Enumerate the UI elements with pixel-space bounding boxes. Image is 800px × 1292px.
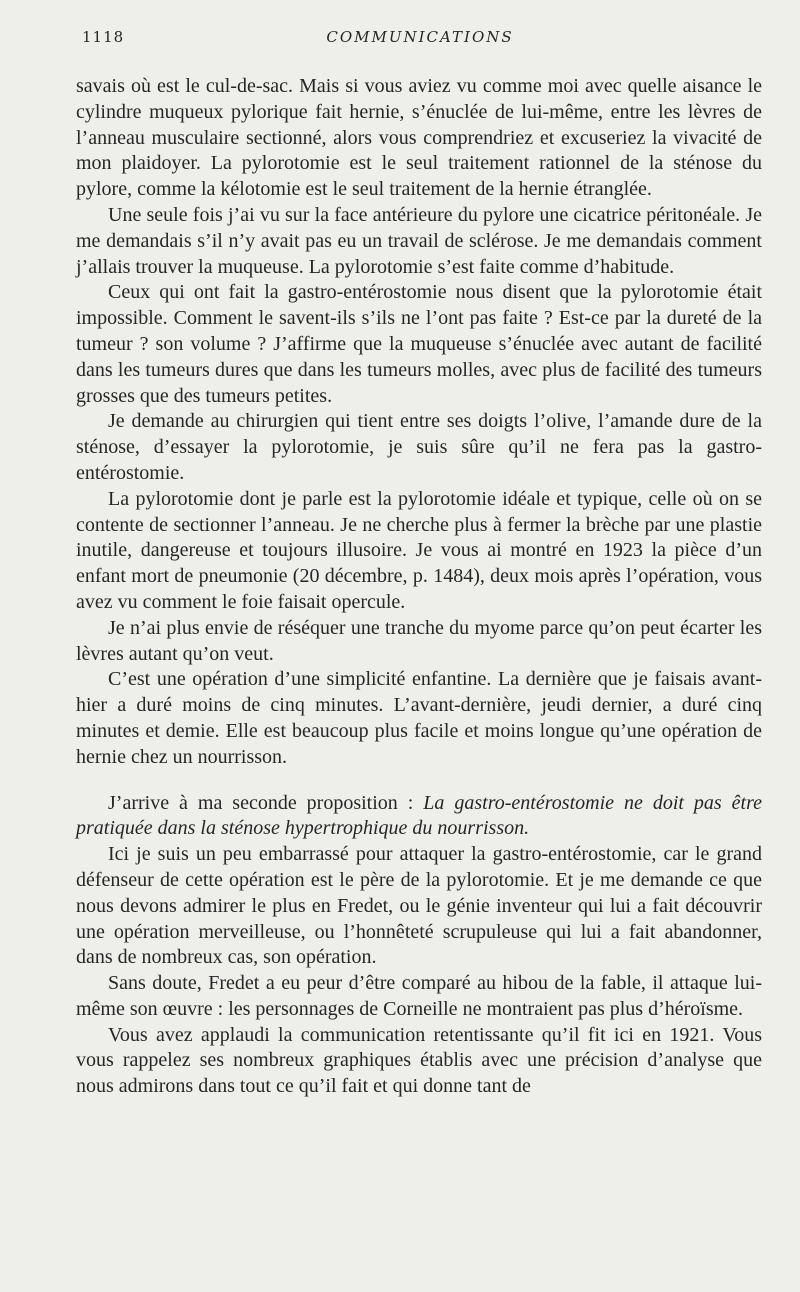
paragraph: Ceux qui ont fait la gastro-entérostomie nous disent que la pylorotomie était impossible. Comment le savent-ils s’ils ne l’ont pas faite ? Est-ce par la dureté de la tumeur ? son volume ? J’affirme que la muqueuse s’énuclée avec autant de facilité dans les tumeurs dures que dans les tumeurs molles, avec plus de facilité des tumeurs grosses que des tumeurs petites.	[76, 281, 762, 407]
paragraph: Vous avez applaudi la communication retentissante qu’il fit ici en 1921. Vous vous rappelez ses nombreux graphiques établis avec une précision d’analyse que nous admirons dans tout ce qu’il fait et qui donne tant de	[76, 1023, 762, 1098]
body-text	[76, 74, 762, 1100]
proposition-intro: J’arrive à ma seconde proposition :	[108, 791, 424, 814]
paragraph: Une seule fois j’ai vu sur la face antérieure du pylore une cicatrice péritonéale. Je me demandais s’il n’y avait pas eu un travail de sclérose. Je me demandais comment j’allais trouver la muqueuse. La pylorotomie s’est faite comme d’habitude.	[76, 203, 762, 278]
paragraph: savais où est le cul-de-sac. Mais si vous aviez vu comme moi avec quelle aisance le cylindre muqueux pylorique fait hernie, s’énuclée de lui-même, entre les lèvres de l’anneau musculaire sectionné, alors vous comprendriez et excuseriez la vivacité de mon plaidoyer. La pylorotomie est le seul traitement rationnel de la sténose du pylore, comme la kélotomie est le seul traitement de la hernie étranglée.	[76, 75, 762, 201]
running-title: COMMUNICATIONS	[326, 28, 514, 46]
paragraph: Sans doute, Fredet a eu peur d’être comparé au hibou de la fable, il attaque lui-même son œuvre : les personnages de Corneille ne montraient pas plus d’héroïsme.	[76, 972, 762, 1020]
paragraph: C’est une opération d’une simplicité enfantine. La dernière que je faisais avant-hier a duré moins de cinq minutes. L’avant-dernière, jeudi dernier, a duré cinq minutes et demie. Elle est beaucoup plus facile et moins longue qu’une opération de hernie chez un nourrisson.	[76, 668, 762, 768]
proposition-paragraph	[76, 791, 762, 843]
page-number: 1118	[82, 28, 125, 46]
running-header	[82, 28, 758, 50]
paragraph: Je demande au chirurgien qui tient entre ses doigts l’olive, l’amande dure de la sténose, d’essayer la pylorotomie, je suis sûre qu’il ne fera pas la gastro-entérostomie.	[76, 410, 762, 484]
proposition-italic: La gastro-entérostomie ne doit pas être pratiquée dans la sténose hypertrophique du nourrisson.	[76, 791, 763, 840]
paragraph: La pylorotomie dont je parle est la pylorotomie idéale et typique, celle où on se contente de sectionner l’anneau. Je ne cherche plus à fermer la brèche par une plastie inutile, dangereuse et toujours illusoire. Je vous ai montré en 1923 la pièce d’un enfant mort de pneumonie (20 décembre, p. 1484), deux mois après l’opération, vous avez vu comment le foie faisait opercule.	[76, 487, 762, 613]
paragraph: Je n’ai plus envie de réséquer une tranche du myome parce qu’on peut écarter les lèvres autant qu’on veut.	[76, 616, 762, 665]
paragraph: Ici je suis un peu embarrassé pour attaquer la gastro-entérostomie, car le grand défenseur de cette opération est le père de la pylorotomie. Et je me demande ce que nous devons admirer le plus en Fredet, ou le génie inventeur qui lui a fait découvrir une opération merveilleuse, ou l’honnêteté scrupuleuse qui lui a fait abandonner, dans de nombreux cas, son opération.	[76, 843, 762, 969]
